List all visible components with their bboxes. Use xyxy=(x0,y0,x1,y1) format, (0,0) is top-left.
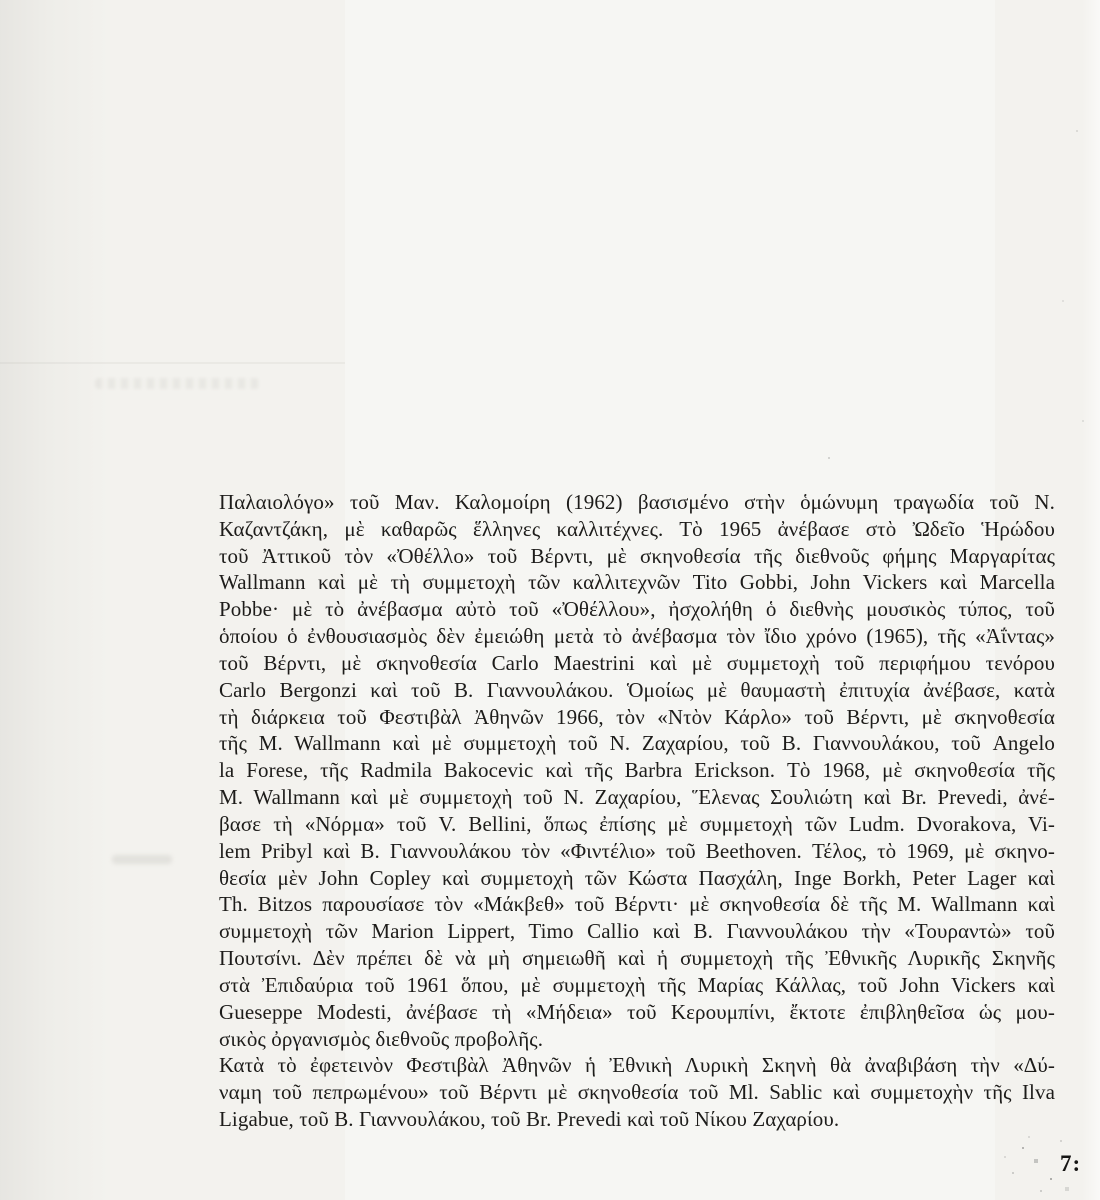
text-line: θεσία μὲν John Copley καὶ συμμετοχὴ τῶν Κώστα Πασχάλη, Inge Borkh, Peter Lager καὶ xyxy=(219,865,1055,890)
text-line: Pobbe· μὲ τὸ ἀνέβασμα αὐτὸ τοῦ «Ὀθέλλου», ἠσχολήθη ὁ διεθνὴς μουσικὸς τύπος, τοῦ xyxy=(219,597,1055,622)
page-number: 7: xyxy=(1060,1151,1082,1176)
text-line: M. Wallmann καὶ μὲ συμμετοχὴ τοῦ Ν. Ζαχαρίου, Ἕλενας Σουλιώτη καὶ Br. Prevedi, ἀνέ- xyxy=(219,785,1055,810)
text-line: τοῦ Ἀττικοῦ τὸν «Ὀθέλλο» τοῦ Βέρντι, μὲ σκηνοθεσία τῆς διεθνοῦς φήμης Μαργαρίτας xyxy=(219,543,1055,568)
text-line: στὰ Ἐπιδαύρια τοῦ 1961 ὅπου, μὲ συμμετοχὴ τῆς Μαρίας Κάλλας, τοῦ John Vickers καὶ xyxy=(219,972,1055,997)
text-line: Gueseppe Modesti, ἀνέβασε τὴ «Μήδεια» τοῦ Κερουμπίνι, ἔκτοτε ἐπιβληθεῖσα ὡς μου- xyxy=(219,999,1055,1024)
text-line: Παλαιολόγο» τοῦ Μαν. Καλομοίρη (1962) βασισμένο στὴν ὁμώνυμη τραγωδία τοῦ Ν. xyxy=(219,490,1055,514)
text-line: Καζαντζάκη, μὲ καθαρῶς ἕλληνες καλλιτέχνες. Τὸ 1965 ἀνέβασε στὸ Ὠδεῖο Ἡρώδου xyxy=(219,516,1055,541)
text-line: Κατὰ τὸ ἐφετεινὸν Φεστιβὰλ Ἀθηνῶν ἡ Ἐθνικὴ Λυρικὴ Σκηνὴ θὰ ἀναβιβάση τὴν «Δύ- xyxy=(219,1053,1055,1078)
text-line: τοῦ Βέρντι, μὲ σκηνοθεσία Carlo Maestrini καὶ μὲ συμμετοχὴ τοῦ περιφήμου τενόρου xyxy=(219,650,1055,675)
text-line: ὁποίου ὁ ἐνθουσιασμὸς δὲν ἐμειώθη μετὰ τὸ ἀνέβασμα τὸν ἴδιο χρόνο (1965), τῆς «Ἀΐντας» xyxy=(219,624,1055,649)
bleed-through-smudge xyxy=(95,378,260,389)
margin-smudge xyxy=(112,855,172,864)
text-line-paragraph-end: Ligabue, τοῦ Β. Γιαννουλάκου, τοῦ Br. Prevedi καὶ τοῦ Νίκου Ζαχαρίου. xyxy=(219,1107,840,1132)
text-line: τὴ διάρκεια τοῦ Φεστιβὰλ Ἀθηνῶν 1966, τὸν «Ντὸν Κάρλο» τοῦ Βέρντι, μὲ σκηνοθεσία xyxy=(219,704,1055,729)
scan-highlight-right-edge xyxy=(1082,0,1100,1200)
scan-tone-edge xyxy=(0,362,345,364)
text-line-paragraph-end: σικὸς ὀργανισμὸς διεθνοῦς προβολῆς. xyxy=(219,1026,544,1051)
scan-speckles xyxy=(0,0,2,2)
scan-shadow-left-edge xyxy=(0,0,110,1200)
text-line: lem Pribyl καὶ Β. Γιαννουλάκου τὸν «Φιντέλιο» τοῦ Beethoven. Τέλος, τὸ 1969, μὲ σκηνο- xyxy=(219,838,1055,863)
text-line: la Forese, τῆς Radmila Bakocevic καὶ τῆς Barbra Erickson. Τὸ 1968, μὲ σκηνοθεσία τῆς xyxy=(219,758,1055,783)
text-line: Wallmann καὶ μὲ τὴ συμμετοχὴ τῶν καλλιτεχνῶν Tito Gobbi, John Vickers καὶ Marcella xyxy=(219,570,1055,595)
text-line: ναμη τοῦ πεπρωμένου» τοῦ Βέρντι μὲ σκηνοθεσία τοῦ Ml. Sablic καὶ συμμετοχὴν τῆς Ilva xyxy=(219,1080,1055,1105)
text-line: Πουτσίνι. Δὲν πρέπει δὲ νὰ μὴ σημειωθῆ καὶ ἡ συμμετοχὴ τῆς Ἐθνικῆς Λυρικῆς Σκηνῆς xyxy=(219,946,1055,971)
text-line: Th. Bitzos παρουσίασε τὸν «Μάκβεθ» τοῦ Βέρντι· μὲ σκηνοθεσία δὲ τῆς M. Wallmann καὶ xyxy=(219,892,1055,917)
text-line: συμμετοχὴ τῶν Marion Lippert, Timo Callio καὶ Β. Γιαννουλάκου τὴν «Τουραντὼ» τοῦ xyxy=(219,919,1055,944)
text-line: Carlo Bergonzi καὶ τοῦ Β. Γιαννουλάκου. Ὁμοίως μὲ θαυμαστὴ ἐπιτυχία ἀνέβασε, κατὰ xyxy=(219,677,1055,702)
text-line: βασε τὴ «Νόρμα» τοῦ V. Bellini, ὅπως ἐπίσης μὲ συμμετοχὴ τῶν Ludm. Dvorakova, Vi- xyxy=(219,811,1055,836)
text-line: τῆς M. Wallmann καὶ μὲ συμμετοχὴ τοῦ Ν. Ζαχαρίου, τοῦ Β. Γιαννουλάκου, τοῦ Angelo xyxy=(219,731,1055,756)
body-text-block xyxy=(219,489,1055,1133)
